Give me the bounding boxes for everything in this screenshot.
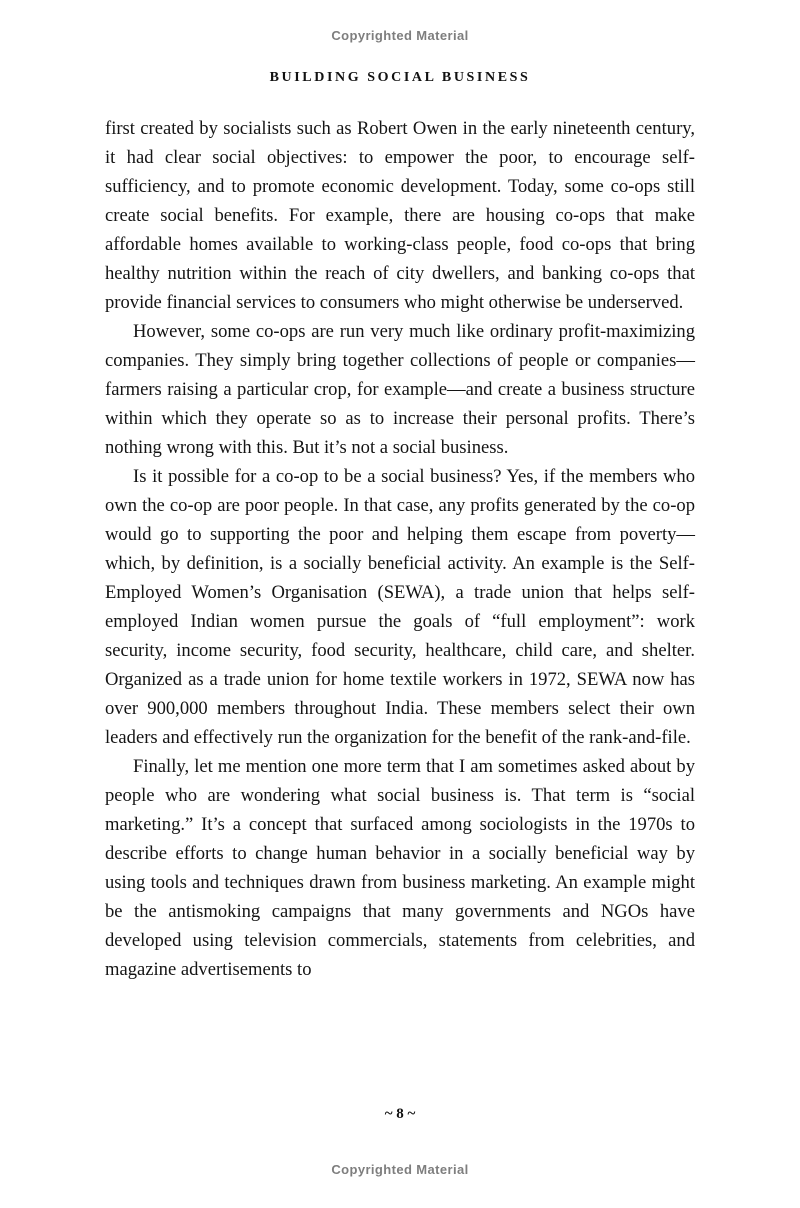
paragraph: Finally, let me mention one more term that I am sometimes asked about by people who are wondering what social business is. That term is “social marketing.” It’s a concept that surfaced among sociologists in the 1970s to describe efforts to change human behavior in a socially beneficial way by using tools and techniques drawn from business marketing. An example might be the antismoking campaigns that many governments and NGOs have developed using television commercials, statements from celebrities, and magazine advertisements to	[105, 756, 695, 980]
paragraph: first created by socialists such as Robert Owen in the early nineteenth century, it had clear social objectives: to empower the poor, to encourage self-sufficiency, and to promote economic development. Today, some co-ops still create social benefits. For example, there are housing co-ops that make affordable homes available to working-class people, food co-ops that bring healthy nutrition within the reach of city dwellers, and banking co-ops that provide financial services to consumers who might otherwise be underserved.	[105, 118, 695, 313]
copyright-notice-bottom: Copyrighted Material	[331, 1162, 469, 1177]
page-body	[105, 114, 695, 984]
copyright-notice-top: Copyrighted Material	[331, 28, 469, 43]
paragraph: However, some co-ops are run very much like ordinary profit-maximizing companies. They simply bring together collections of people or companies—farmers raising a particular crop, for example—and create a business structure within which they operate so as to increase their personal profits. There’s nothing wrong with this. But it’s not a social business.	[105, 321, 695, 458]
page-number: ~ 8 ~	[384, 1106, 416, 1122]
running-header: BUILDING SOCIAL BUSINESS	[269, 70, 531, 85]
paragraph: Is it possible for a co-op to be a social business? Yes, if the members who own the co-op are poor people. In that case, any profits generated by the co-op would go to supporting the poor and helping them escape from poverty—which, by definition, is a socially beneficial activity. An example is the Self-Employed Women’s Organisation (SEWA), a trade union that helps self-employed Indian women pursue the goals of “full employment”: work security, income security, food security, healthcare, child care, and shelter. Organized as a trade union for home textile workers in 1972, SEWA now has over 900,000 members throughout India. These members select their own leaders and effectively run the organization for the benefit of the rank-and-file.	[105, 466, 695, 748]
